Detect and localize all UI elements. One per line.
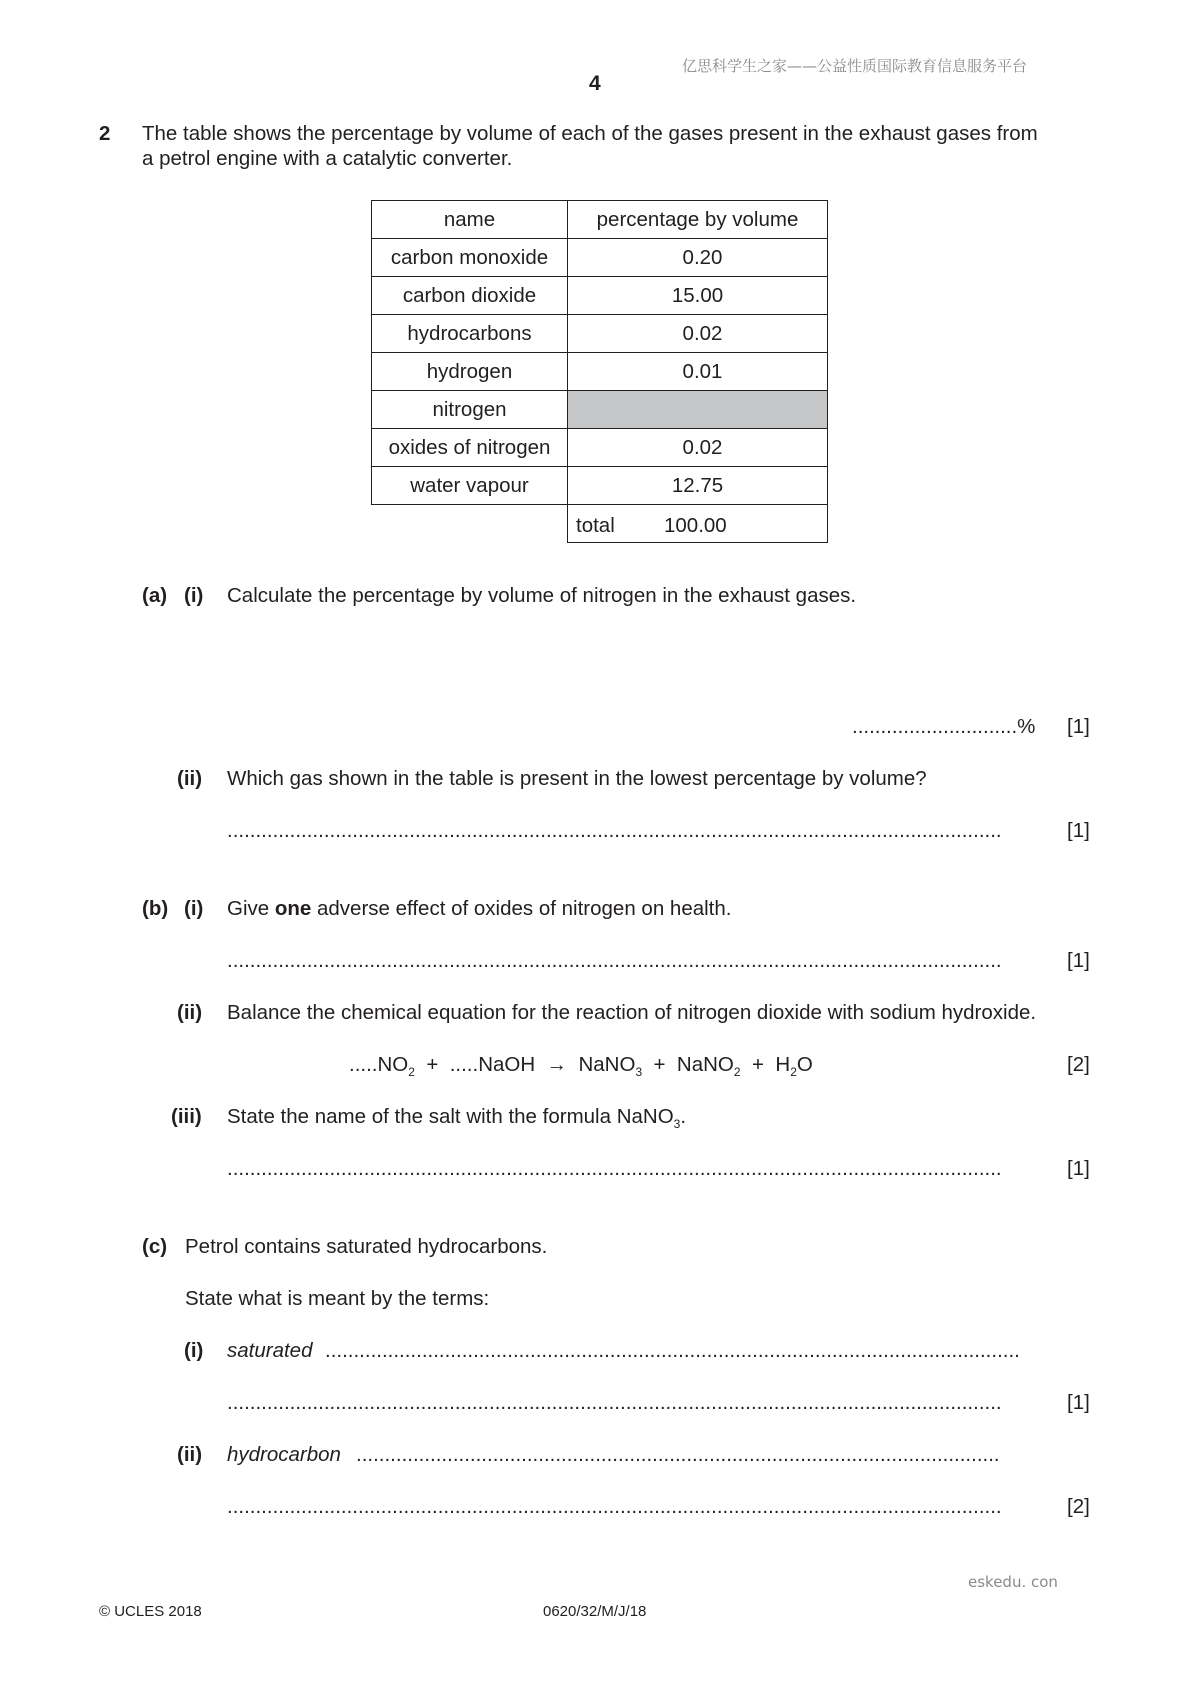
- part-c-i-mark: [1]: [1067, 1391, 1090, 1414]
- part-c-i-label: (i): [184, 1339, 204, 1362]
- emphasis-one: one: [274, 897, 312, 920]
- question-intro-line2: a petrol engine with a catalytic converter.: [142, 147, 513, 170]
- table-cell-name: carbon dioxide: [372, 277, 568, 315]
- part-a-ii-mark: [1]: [1067, 819, 1090, 842]
- table-cell-value: [568, 239, 828, 277]
- total-label: total: [576, 514, 615, 537]
- table-cell-value: 12.75: [568, 467, 828, 505]
- part-b-i-text: Give one adverse effect of oxides of nitrogen on health.: [227, 897, 732, 920]
- chemical-equation: $.....NO_2$ + .....NaOH → NaNO$_3$ + NaNO$_2$ + $H_2O$: [349, 1053, 813, 1079]
- total-value: 100.00: [664, 514, 727, 537]
- part-b-i-label: (i): [184, 897, 204, 920]
- part-c-instruction: State what is meant by the terms:: [185, 1287, 490, 1310]
- table-header-row: [372, 201, 828, 239]
- part-b-label: (b): [142, 897, 169, 920]
- eq-naoh[interactable]: .....NaOH: [449, 1053, 536, 1076]
- table-row: [372, 239, 828, 277]
- table-cell-value: [568, 429, 828, 467]
- reaction-arrow-icon: →: [546, 1053, 568, 1076]
- part-a-ii-text: Which gas shown in the table is present in the lowest percentage by volume?: [227, 767, 927, 790]
- part-b-i-mark: [1]: [1067, 949, 1090, 972]
- watermark-footer: eskedu. con: [968, 1573, 1058, 1591]
- part-b-ii-text: Balance the chemical equation for the reaction of nitrogen dioxide with sodium hydroxide.: [227, 1001, 1037, 1024]
- table-cell-value-text: 0.01: [682, 359, 723, 383]
- part-b-i-answer-line[interactable]: ........................................................................................................................................: [227, 949, 1002, 972]
- part-b-ii-mark: [2]: [1067, 1053, 1090, 1076]
- part-a-i-mark: [1]: [1067, 715, 1090, 738]
- part-c-ii-mark: [2]: [1067, 1495, 1090, 1518]
- part-c-ii-answer-line-1[interactable]: .................................................................................................................: [356, 1443, 1000, 1466]
- table-cell-value-text: 0.20: [682, 245, 723, 269]
- question-intro-line1: The table shows the percentage by volume of each of the gases present in the exhaust gases from: [142, 122, 1038, 145]
- part-c-label: (c): [142, 1235, 168, 1258]
- term-hydrocarbon: hydrocarbon: [227, 1443, 341, 1466]
- table-row: [372, 277, 828, 315]
- table-cell-value-text: 0.02: [682, 321, 723, 345]
- table-row: [372, 467, 828, 505]
- table-cell-name: hydrocarbons: [372, 315, 568, 353]
- table-header-percentage: percentage by volume: [568, 201, 828, 239]
- part-c-ii-answer-line-2[interactable]: ........................................................................................................................................: [227, 1495, 1002, 1518]
- table-cell-value: [568, 315, 828, 353]
- table-cell-name: oxides of nitrogen: [372, 429, 568, 467]
- part-c-ii-label: (ii): [177, 1443, 203, 1466]
- table-row: [372, 429, 828, 467]
- question-number: 2: [99, 122, 111, 145]
- table-header-name: name: [372, 201, 568, 239]
- term-saturated: saturated: [227, 1339, 313, 1362]
- table-cell-name: hydrogen: [372, 353, 568, 391]
- part-c-text: Petrol contains saturated hydrocarbons.: [185, 1235, 548, 1258]
- part-c-i-answer-line-2[interactable]: ........................................................................................................................................: [227, 1391, 1002, 1414]
- table-row: [372, 391, 828, 429]
- part-b-iii-label: (iii): [171, 1105, 202, 1128]
- part-b-iii-mark: [1]: [1067, 1157, 1090, 1180]
- footer-paper-code: 0620/32/M/J/18: [543, 1603, 647, 1620]
- table-total-row: [372, 505, 828, 543]
- table-cell-value-text: 0.02: [682, 435, 723, 459]
- part-c-i-answer-line-1[interactable]: ..........................................................................................................................: [325, 1339, 1020, 1362]
- part-a-i-answer-line[interactable]: .............................%: [852, 715, 1036, 738]
- footer-copyright: © UCLES 2018: [99, 1603, 202, 1620]
- watermark-header: 亿思科学生之家——公益性质国际教育信息服务平台: [682, 57, 1028, 75]
- table-total-cell: [568, 505, 828, 543]
- gas-percentage-table: [371, 200, 828, 543]
- part-a-i-text: Calculate the percentage by volume of nitrogen in the exhaust gases.: [227, 584, 857, 607]
- part-b-iii-answer-line[interactable]: ........................................................................................................................................: [227, 1157, 1002, 1180]
- table-row: [372, 315, 828, 353]
- eq-no2[interactable]: .....NO: [349, 1053, 409, 1076]
- part-b-iii-text: State the name of the salt with the formula NaNO$_3$.: [227, 1105, 687, 1131]
- part-b-ii-label: (ii): [177, 1001, 203, 1024]
- table-cell-name: water vapour: [372, 467, 568, 505]
- table-cell-value: [568, 353, 828, 391]
- part-a-label: (a): [142, 584, 168, 607]
- table-cell-value: 15.00: [568, 277, 828, 315]
- table-cell-name: carbon monoxide: [372, 239, 568, 277]
- table-cell-shaded: [568, 391, 828, 429]
- table-row: [372, 353, 828, 391]
- part-a-ii-label: (ii): [177, 767, 203, 790]
- table-cell-name: nitrogen: [372, 391, 568, 429]
- part-a-ii-answer-line[interactable]: ........................................................................................................................................: [227, 819, 1002, 842]
- page-number: 4: [589, 72, 601, 95]
- part-a-i-label: (i): [184, 584, 204, 607]
